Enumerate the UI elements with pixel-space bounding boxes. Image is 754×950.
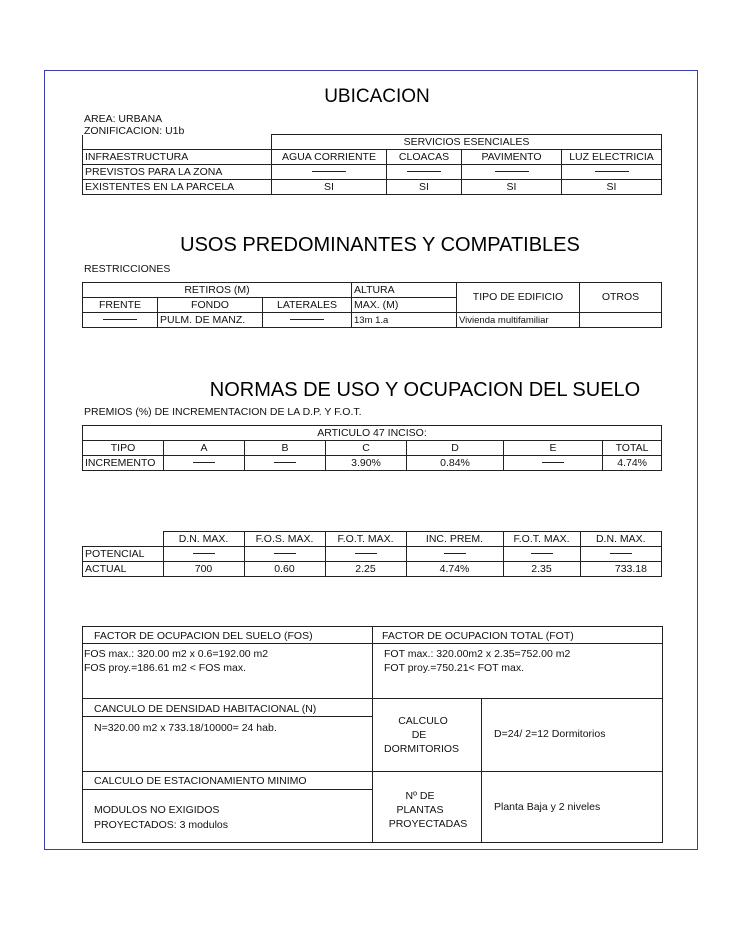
incremento-total: 4.74% (603, 456, 662, 471)
normas-title: NORMAS DE USO Y OCUPACION DEL SUELO (209, 379, 641, 401)
fot-line2: FOT proy.=750.21< FOT max. (384, 662, 525, 674)
incremento-e (504, 456, 603, 471)
col-a: A (164, 441, 245, 456)
fot-title: FACTOR DE OCUPACION TOTAL (FOT) (382, 630, 574, 642)
col-b: B (245, 441, 326, 456)
potencial-cell (503, 547, 580, 562)
plantas-value: Planta Baja y 2 niveles (494, 801, 601, 813)
premios-label: PREMIOS (%) DE INCREMENTACION DE LA D.P. Y F.O.T. (84, 406, 362, 418)
actual-dn: 700 (163, 562, 244, 577)
restricciones-label: RESTRICCIONES (84, 263, 171, 275)
pot-header-fot: F.O.T. MAX. (325, 532, 406, 547)
fos-line2: FOS proy.=186.61 m2 < FOS max. (84, 662, 247, 674)
dorm-label-1: CALCULO (398, 715, 448, 727)
previstos-cell (562, 165, 662, 180)
row-header-previstos: PREVISTOS PARA LA ZONA (83, 165, 272, 180)
pot-header-dn: D.N. MAX. (163, 532, 244, 547)
potencial-cell (406, 547, 503, 562)
incremento-d: 0.84% (407, 456, 504, 471)
previstos-cell (462, 165, 562, 180)
laterales-header: LATERALES (263, 298, 352, 313)
existentes-cell: SI (562, 180, 662, 195)
estac-line1: MODULOS NO EXIGIDOS (94, 804, 220, 816)
densidad-line: N=320.00 m2 x 733.18/10000= 24 hab. (94, 722, 277, 734)
laterales-value (263, 313, 352, 328)
col-total: TOTAL (603, 441, 662, 456)
fondo-header: FONDO (158, 298, 263, 313)
tipo-value: Vivienda multifamiliar (457, 313, 580, 328)
altura-max-header: MAX. (M) (352, 298, 457, 313)
potencial-cell (163, 547, 244, 562)
col-d: D (407, 441, 504, 456)
usos-title: USOS PREDOMINANTES Y COMPATIBLES (180, 234, 580, 256)
otros-value (580, 313, 662, 328)
actual-dn2: 733.18 (580, 562, 662, 577)
existentes-cell: SI (272, 180, 387, 195)
divider (481, 698, 482, 843)
col-c: C (326, 441, 407, 456)
tipo-edificio-header: TIPO DE EDIFICIO (457, 283, 580, 313)
fondo-value: PULM. DE MANZ. (158, 313, 263, 328)
fos-line1: FOS max.: 320.00 m2 x 0.6=192.00 m2 (84, 648, 269, 660)
plantas-label-3: PROYECTADAS (388, 818, 468, 830)
pot-header-dn2: D.N. MAX. (580, 532, 662, 547)
existentes-cell: SI (387, 180, 462, 195)
frente-value (83, 313, 158, 328)
restricciones-table (82, 282, 662, 328)
divider (82, 716, 372, 717)
potencial-cell (244, 547, 325, 562)
col-agua: AGUA CORRIENTE (272, 150, 387, 165)
dorm-label-3: DORMITORIOS (384, 743, 460, 755)
fos-title: FACTOR DE OCUPACION DEL SUELO (FOS) (94, 630, 313, 642)
actual-fot: 2.25 (325, 562, 406, 577)
divider (372, 626, 373, 843)
previstos-cell (272, 165, 387, 180)
zonificacion-label: ZONIFICACION: U1b (84, 125, 185, 137)
incremento-label: INCREMENTO (83, 456, 164, 471)
divider (82, 789, 372, 790)
articulo-header: ARTICULO 47 INCISO: (83, 426, 662, 441)
col-luz: LUZ ELECTRICIA (562, 150, 662, 165)
otros-header: OTROS (580, 283, 662, 313)
retiros-header: RETIROS (M) (83, 283, 352, 298)
actual-fos: 0.60 (244, 562, 325, 577)
estac-title: CALCULO DE ESTACIONAMIENTO MINIMO (94, 775, 307, 787)
incremento-b (245, 456, 326, 471)
col-e: E (504, 441, 603, 456)
estac-line2: PROYECTADOS: 3 modulos (94, 819, 229, 831)
altura-header: ALTURA (352, 283, 457, 298)
pot-header-inc: INC. PREM. (406, 532, 503, 547)
tipo-header: TIPO (83, 441, 164, 456)
previstos-cell (387, 165, 462, 180)
actual-label: ACTUAL (83, 562, 164, 577)
incremento-c: 3.90% (326, 456, 407, 471)
actual-fot2: 2.35 (503, 562, 580, 577)
incremento-a (164, 456, 245, 471)
potencial-cell (325, 547, 406, 562)
incremento-table (82, 425, 662, 471)
ubicacion-title: UBICACION (324, 86, 430, 107)
row-header-infraestructura: INFRAESTRUCTURA (83, 150, 272, 165)
area-label: AREA: URBANA (84, 113, 163, 125)
fot-line1: FOT max.: 320.00m2 x 2.35=752.00 m2 (384, 648, 571, 660)
pot-header-fot2: F.O.T. MAX. (503, 532, 580, 547)
servicios-table (82, 134, 662, 195)
plantas-label-1: Nº DE (405, 790, 435, 802)
dorm-value: D=24/ 2=12 Dormitorios (494, 728, 606, 740)
actual-inc: 4.74% (406, 562, 503, 577)
pot-header-fos: F.O.S. MAX. (244, 532, 325, 547)
existentes-cell: SI (462, 180, 562, 195)
col-cloacas: CLOACAS (387, 150, 462, 165)
plantas-label-2: PLANTAS (396, 804, 444, 816)
col-pavimento: PAVIMENTO (462, 150, 562, 165)
frente-header: FRENTE (83, 298, 158, 313)
densidad-title: CANCULO DE DENSIDAD HABITACIONAL (N) (94, 703, 317, 715)
row-header-existentes: EXISTENTES EN LA PARCELA (83, 180, 272, 195)
potencial-cell (580, 547, 662, 562)
potencial-label: POTENCIAL (83, 547, 164, 562)
servicios-header: SERVICIOS ESENCIALES (272, 135, 662, 150)
dorm-label-2: DE (411, 729, 427, 741)
potencial-table (82, 531, 662, 577)
altura-value: 13m 1.a (352, 313, 457, 328)
